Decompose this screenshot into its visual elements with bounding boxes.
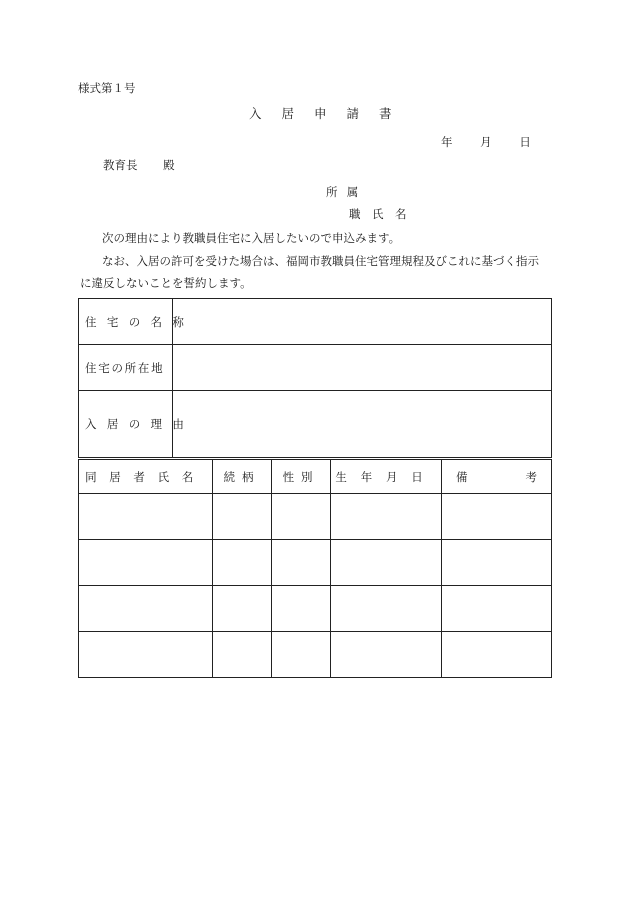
housing-address-label: 住宅の所在地 bbox=[79, 345, 173, 391]
cohabitant-relation-cell[interactable] bbox=[213, 540, 272, 586]
cohabitant-name-cell[interactable] bbox=[79, 586, 213, 632]
col-header-sex: 性別 bbox=[272, 460, 331, 494]
cohabitant-remarks-cell[interactable] bbox=[442, 540, 552, 586]
table-header-row bbox=[79, 460, 552, 494]
cohabitant-remarks-cell[interactable] bbox=[442, 632, 552, 678]
affiliation-label: 所属 bbox=[326, 185, 368, 199]
date-year-label: 年 bbox=[441, 135, 453, 149]
cohabitant-remarks-cell[interactable] bbox=[442, 494, 552, 540]
table-row bbox=[79, 632, 552, 678]
table-row bbox=[79, 586, 552, 632]
cohabitant-birthdate-cell[interactable] bbox=[331, 632, 442, 678]
cohabitant-remarks-cell[interactable] bbox=[442, 586, 552, 632]
body-line-2: なお、入居の許可を受けた場合は、福岡市教職員住宅管理規程及びこれに基づく指示 bbox=[102, 254, 539, 268]
date-day-label: 日 bbox=[519, 135, 531, 149]
cohabitant-birthdate-cell[interactable] bbox=[331, 586, 442, 632]
form-number: 様式第１号 bbox=[78, 81, 136, 95]
form-title: 入居申請書 bbox=[249, 106, 412, 121]
remarks-char-1: 備 bbox=[456, 469, 468, 484]
col-header-birthdate: 生年月日 bbox=[331, 460, 442, 494]
table-row bbox=[79, 494, 552, 540]
body-line-1: 次の理由により教職員住宅に入居したいので申込みます。 bbox=[102, 231, 401, 245]
col-header-name: 同居者氏名 bbox=[79, 460, 213, 494]
cohabitant-birthdate-cell[interactable] bbox=[331, 494, 442, 540]
cohabitant-sex-cell[interactable] bbox=[272, 494, 331, 540]
addressee-name: 教育長 bbox=[103, 158, 138, 172]
addressee bbox=[103, 157, 175, 173]
housing-name-label: 住宅の名称 bbox=[79, 299, 173, 345]
housing-name-field[interactable] bbox=[173, 299, 552, 345]
housing-address-field[interactable] bbox=[173, 345, 552, 391]
cohabitant-relation-cell[interactable] bbox=[213, 586, 272, 632]
cohabitant-sex-cell[interactable] bbox=[272, 586, 331, 632]
move-in-reason-label: 入居の理由 bbox=[79, 391, 173, 458]
cohabitant-table bbox=[78, 459, 552, 678]
move-in-reason-field[interactable] bbox=[173, 391, 552, 458]
cohabitant-name-cell[interactable] bbox=[79, 540, 213, 586]
date-line bbox=[441, 134, 531, 150]
cohabitant-relation-cell[interactable] bbox=[213, 494, 272, 540]
date-month-label: 月 bbox=[480, 135, 492, 149]
applicant-name-label: 職氏名 bbox=[349, 207, 418, 221]
housing-info-table bbox=[78, 298, 552, 458]
cohabitant-birthdate-cell[interactable] bbox=[331, 540, 442, 586]
cohabitant-name-cell[interactable] bbox=[79, 494, 213, 540]
cohabitant-sex-cell[interactable] bbox=[272, 632, 331, 678]
table-row bbox=[79, 299, 552, 345]
table-row bbox=[79, 540, 552, 586]
table-row bbox=[79, 391, 552, 458]
cohabitant-relation-cell[interactable] bbox=[213, 632, 272, 678]
remarks-char-2: 考 bbox=[525, 469, 537, 484]
cohabitant-name-cell[interactable] bbox=[79, 632, 213, 678]
addressee-honorific: 殿 bbox=[163, 158, 175, 172]
col-header-relation: 続柄 bbox=[213, 460, 272, 494]
cohabitant-sex-cell[interactable] bbox=[272, 540, 331, 586]
body-line-3: に違反しないことを誓約します。 bbox=[80, 276, 252, 290]
table-row bbox=[79, 345, 552, 391]
col-header-remarks bbox=[442, 460, 552, 494]
